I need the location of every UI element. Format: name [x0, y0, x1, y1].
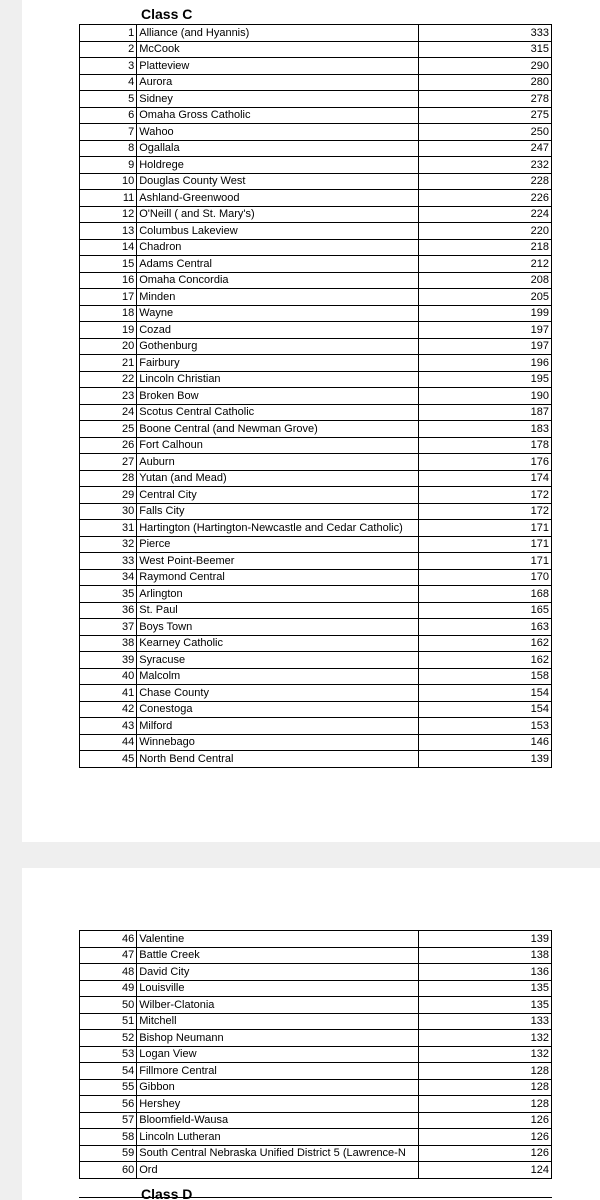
school-name-cell: Gothenburg	[137, 338, 419, 355]
score-cell: 172	[419, 487, 552, 504]
rank-cell: 18	[80, 305, 137, 322]
school-name-cell: Lincoln Lutheran	[137, 1129, 419, 1146]
table-row	[80, 520, 552, 537]
rank-cell: 33	[80, 553, 137, 570]
rank-cell: 12	[80, 206, 137, 223]
school-name-cell: Milford	[137, 718, 419, 735]
score-cell: 278	[419, 91, 552, 108]
rank-cell: 25	[80, 421, 137, 438]
score-cell: 163	[419, 619, 552, 636]
school-name-cell: Falls City	[137, 503, 419, 520]
table-row	[80, 1129, 552, 1146]
table-row	[80, 1046, 552, 1063]
table-row	[80, 305, 552, 322]
score-cell: 146	[419, 734, 552, 751]
score-cell: 232	[419, 157, 552, 174]
table-row	[80, 91, 552, 108]
rank-cell: 31	[80, 520, 137, 537]
score-cell: 218	[419, 239, 552, 256]
rank-cell: 24	[80, 404, 137, 421]
rank-cell: 20	[80, 338, 137, 355]
school-name-cell: St. Paul	[137, 602, 419, 619]
school-name-cell: Battle Creek	[137, 947, 419, 964]
school-name-cell: Fort Calhoun	[137, 437, 419, 454]
score-cell: 171	[419, 536, 552, 553]
table-row	[80, 964, 552, 981]
table-row	[80, 140, 552, 157]
table-row	[80, 322, 552, 339]
score-cell: 126	[419, 1112, 552, 1129]
school-name-cell: Auburn	[137, 454, 419, 471]
rank-cell: 53	[80, 1046, 137, 1063]
school-name-cell: Chadron	[137, 239, 419, 256]
score-cell: 135	[419, 997, 552, 1014]
school-name-cell: Aurora	[137, 74, 419, 91]
school-name-cell: Malcolm	[137, 668, 419, 685]
score-cell: 224	[419, 206, 552, 223]
score-cell: 247	[419, 140, 552, 157]
school-name-cell: Platteview	[137, 58, 419, 75]
rank-cell: 51	[80, 1013, 137, 1030]
table-row	[80, 619, 552, 636]
school-name-cell: Valentine	[137, 931, 419, 948]
rank-cell: 2	[80, 41, 137, 58]
score-cell: 212	[419, 256, 552, 273]
rank-cell: 16	[80, 272, 137, 289]
school-name-cell: Ord	[137, 1162, 419, 1179]
score-cell: 187	[419, 404, 552, 421]
school-name-cell: Omaha Gross Catholic	[137, 107, 419, 124]
score-cell: 226	[419, 190, 552, 207]
table-row	[80, 751, 552, 768]
school-name-cell: Hershey	[137, 1096, 419, 1113]
table-row	[80, 701, 552, 718]
score-cell: 128	[419, 1096, 552, 1113]
school-name-cell: Fillmore Central	[137, 1063, 419, 1080]
score-cell: 197	[419, 338, 552, 355]
school-name-cell: Central City	[137, 487, 419, 504]
rank-cell: 8	[80, 140, 137, 157]
school-name-cell: Logan View	[137, 1046, 419, 1063]
score-cell: 208	[419, 272, 552, 289]
score-cell: 124	[419, 1162, 552, 1179]
school-name-cell: Kearney Catholic	[137, 635, 419, 652]
score-cell: 174	[419, 470, 552, 487]
rank-cell: 19	[80, 322, 137, 339]
table-row	[80, 74, 552, 91]
table-row	[80, 536, 552, 553]
class-c-table-part-1	[79, 24, 552, 768]
document-page-1	[22, 0, 600, 842]
table-row	[80, 223, 552, 240]
rank-cell: 15	[80, 256, 137, 273]
rank-cell: 35	[80, 586, 137, 603]
score-cell: 315	[419, 41, 552, 58]
table-row	[80, 503, 552, 520]
table-row	[80, 371, 552, 388]
school-name-cell: North Bend Central	[137, 751, 419, 768]
score-cell: 133	[419, 1013, 552, 1030]
class-c-table-part-2	[79, 930, 552, 1179]
rank-cell: 36	[80, 602, 137, 619]
school-name-cell: West Point-Beemer	[137, 553, 419, 570]
score-cell: 128	[419, 1063, 552, 1080]
table-row	[80, 1030, 552, 1047]
score-cell: 154	[419, 685, 552, 702]
table-row	[80, 437, 552, 454]
school-name-cell: Columbus Lakeview	[137, 223, 419, 240]
score-cell: 250	[419, 124, 552, 141]
rank-cell: 59	[80, 1145, 137, 1162]
rank-cell: 40	[80, 668, 137, 685]
rank-cell: 29	[80, 487, 137, 504]
table-row	[80, 586, 552, 603]
table-row	[80, 980, 552, 997]
rank-cell: 1	[80, 25, 137, 42]
rank-cell: 38	[80, 635, 137, 652]
school-name-cell: Wilber-Clatonia	[137, 997, 419, 1014]
table-row	[80, 107, 552, 124]
school-name-cell: Winnebago	[137, 734, 419, 751]
rank-cell: 44	[80, 734, 137, 751]
table-row	[80, 635, 552, 652]
score-cell: 196	[419, 355, 552, 372]
table-row	[80, 997, 552, 1014]
score-cell: 135	[419, 980, 552, 997]
rank-cell: 52	[80, 1030, 137, 1047]
table-row	[80, 718, 552, 735]
table-row	[80, 41, 552, 58]
rank-cell: 32	[80, 536, 137, 553]
school-name-cell: Conestoga	[137, 701, 419, 718]
score-cell: 176	[419, 454, 552, 471]
school-name-cell: Raymond Central	[137, 569, 419, 586]
table-row	[80, 602, 552, 619]
score-cell: 139	[419, 751, 552, 768]
school-name-cell: Lincoln Christian	[137, 371, 419, 388]
score-cell: 199	[419, 305, 552, 322]
score-cell: 205	[419, 289, 552, 306]
table-row	[80, 338, 552, 355]
rank-cell: 21	[80, 355, 137, 372]
table-row	[80, 470, 552, 487]
table-row	[80, 239, 552, 256]
school-name-cell: Cozad	[137, 322, 419, 339]
school-name-cell: Adams Central	[137, 256, 419, 273]
rank-cell: 41	[80, 685, 137, 702]
rank-cell: 7	[80, 124, 137, 141]
rank-cell: 58	[80, 1129, 137, 1146]
rank-cell: 4	[80, 74, 137, 91]
rank-cell: 17	[80, 289, 137, 306]
school-name-cell: Bishop Neumann	[137, 1030, 419, 1047]
rank-cell: 10	[80, 173, 137, 190]
rank-cell: 11	[80, 190, 137, 207]
school-name-cell: Gibbon	[137, 1079, 419, 1096]
school-name-cell: David City	[137, 964, 419, 981]
table-row	[80, 1079, 552, 1096]
school-name-cell: Yutan (and Mead)	[137, 470, 419, 487]
school-name-cell: Boys Town	[137, 619, 419, 636]
school-name-cell: Ashland-Greenwood	[137, 190, 419, 207]
school-name-cell: Holdrege	[137, 157, 419, 174]
rank-cell: 6	[80, 107, 137, 124]
school-name-cell: Wayne	[137, 305, 419, 322]
score-cell: 162	[419, 652, 552, 669]
school-name-cell: Mitchell	[137, 1013, 419, 1030]
school-name-cell: Sidney	[137, 91, 419, 108]
score-cell: 126	[419, 1129, 552, 1146]
rank-cell: 13	[80, 223, 137, 240]
table-row	[80, 947, 552, 964]
score-cell: 333	[419, 25, 552, 42]
score-cell: 136	[419, 964, 552, 981]
score-cell: 195	[419, 371, 552, 388]
table-row	[80, 124, 552, 141]
rank-cell: 9	[80, 157, 137, 174]
rank-cell: 47	[80, 947, 137, 964]
school-name-cell: Wahoo	[137, 124, 419, 141]
rank-cell: 3	[80, 58, 137, 75]
score-cell: 197	[419, 322, 552, 339]
rank-cell: 37	[80, 619, 137, 636]
table-row	[80, 256, 552, 273]
rank-cell: 28	[80, 470, 137, 487]
score-cell: 138	[419, 947, 552, 964]
rank-cell: 49	[80, 980, 137, 997]
score-cell: 162	[419, 635, 552, 652]
rank-cell: 43	[80, 718, 137, 735]
school-name-cell: Boone Central (and Newman Grove)	[137, 421, 419, 438]
table-row	[80, 1145, 552, 1162]
school-name-cell: Chase County	[137, 685, 419, 702]
table-row	[80, 668, 552, 685]
school-name-cell: McCook	[137, 41, 419, 58]
table-row	[80, 1063, 552, 1080]
table-row	[80, 734, 552, 751]
score-cell: 165	[419, 602, 552, 619]
table-row	[80, 289, 552, 306]
score-cell: 132	[419, 1046, 552, 1063]
rank-cell: 34	[80, 569, 137, 586]
school-name-cell: Hartington (Hartington-Newcastle and Cedar Catholic)	[137, 520, 419, 537]
score-cell: 139	[419, 931, 552, 948]
rank-cell: 55	[80, 1079, 137, 1096]
score-cell: 183	[419, 421, 552, 438]
score-cell: 170	[419, 569, 552, 586]
score-cell: 172	[419, 503, 552, 520]
table-row	[80, 1096, 552, 1113]
score-cell: 220	[419, 223, 552, 240]
table-row	[80, 685, 552, 702]
score-cell: 158	[419, 668, 552, 685]
school-name-cell: Douglas County West	[137, 173, 419, 190]
table-row	[80, 58, 552, 75]
table-row	[80, 1162, 552, 1179]
rank-cell: 23	[80, 388, 137, 405]
rank-cell: 54	[80, 1063, 137, 1080]
score-cell: 171	[419, 553, 552, 570]
school-name-cell: O'Neill ( and St. Mary's)	[137, 206, 419, 223]
rank-cell: 57	[80, 1112, 137, 1129]
school-name-cell: Arlington	[137, 586, 419, 603]
rank-cell: 60	[80, 1162, 137, 1179]
table-row	[80, 454, 552, 471]
school-name-cell: Bloomfield-Wausa	[137, 1112, 419, 1129]
table-row	[80, 1112, 552, 1129]
score-cell: 171	[419, 520, 552, 537]
score-cell: 168	[419, 586, 552, 603]
score-cell: 275	[419, 107, 552, 124]
table-row	[80, 355, 552, 372]
score-cell: 154	[419, 701, 552, 718]
score-cell: 280	[419, 74, 552, 91]
school-name-cell: Scotus Central Catholic	[137, 404, 419, 421]
rank-cell: 45	[80, 751, 137, 768]
table-row	[80, 404, 552, 421]
table-row	[80, 190, 552, 207]
table-row	[80, 272, 552, 289]
school-name-cell: Broken Bow	[137, 388, 419, 405]
rank-cell: 30	[80, 503, 137, 520]
table-row	[80, 173, 552, 190]
table-row	[80, 25, 552, 42]
table-row	[80, 553, 552, 570]
table-row	[80, 206, 552, 223]
school-name-cell: Minden	[137, 289, 419, 306]
rank-cell: 56	[80, 1096, 137, 1113]
class-d-table-border	[79, 1197, 552, 1198]
table-row	[80, 388, 552, 405]
rank-cell: 48	[80, 964, 137, 981]
table-row	[80, 421, 552, 438]
school-name-cell: Louisville	[137, 980, 419, 997]
score-cell: 126	[419, 1145, 552, 1162]
rank-cell: 46	[80, 931, 137, 948]
document-page-2	[22, 868, 600, 1200]
rank-cell: 39	[80, 652, 137, 669]
school-name-cell: Fairbury	[137, 355, 419, 372]
table-row	[80, 652, 552, 669]
score-cell: 132	[419, 1030, 552, 1047]
score-cell: 178	[419, 437, 552, 454]
school-name-cell: South Central Nebraska Unified District 5 (Lawrence-N	[137, 1145, 419, 1162]
score-cell: 153	[419, 718, 552, 735]
score-cell: 290	[419, 58, 552, 75]
rank-cell: 50	[80, 997, 137, 1014]
school-name-cell: Alliance (and Hyannis)	[137, 25, 419, 42]
school-name-cell: Ogallala	[137, 140, 419, 157]
class-d-heading: Class D	[141, 1186, 193, 1200]
score-cell: 128	[419, 1079, 552, 1096]
score-cell: 228	[419, 173, 552, 190]
rank-cell: 26	[80, 437, 137, 454]
school-name-cell: Omaha Concordia	[137, 272, 419, 289]
table-row	[80, 487, 552, 504]
score-cell: 190	[419, 388, 552, 405]
table-row	[80, 569, 552, 586]
rank-cell: 14	[80, 239, 137, 256]
rank-cell: 27	[80, 454, 137, 471]
table-row	[80, 1013, 552, 1030]
rank-cell: 5	[80, 91, 137, 108]
class-c-heading: Class C	[141, 6, 193, 22]
school-name-cell: Pierce	[137, 536, 419, 553]
table-row	[80, 931, 552, 948]
rank-cell: 42	[80, 701, 137, 718]
rank-cell: 22	[80, 371, 137, 388]
school-name-cell: Syracuse	[137, 652, 419, 669]
table-row	[80, 157, 552, 174]
